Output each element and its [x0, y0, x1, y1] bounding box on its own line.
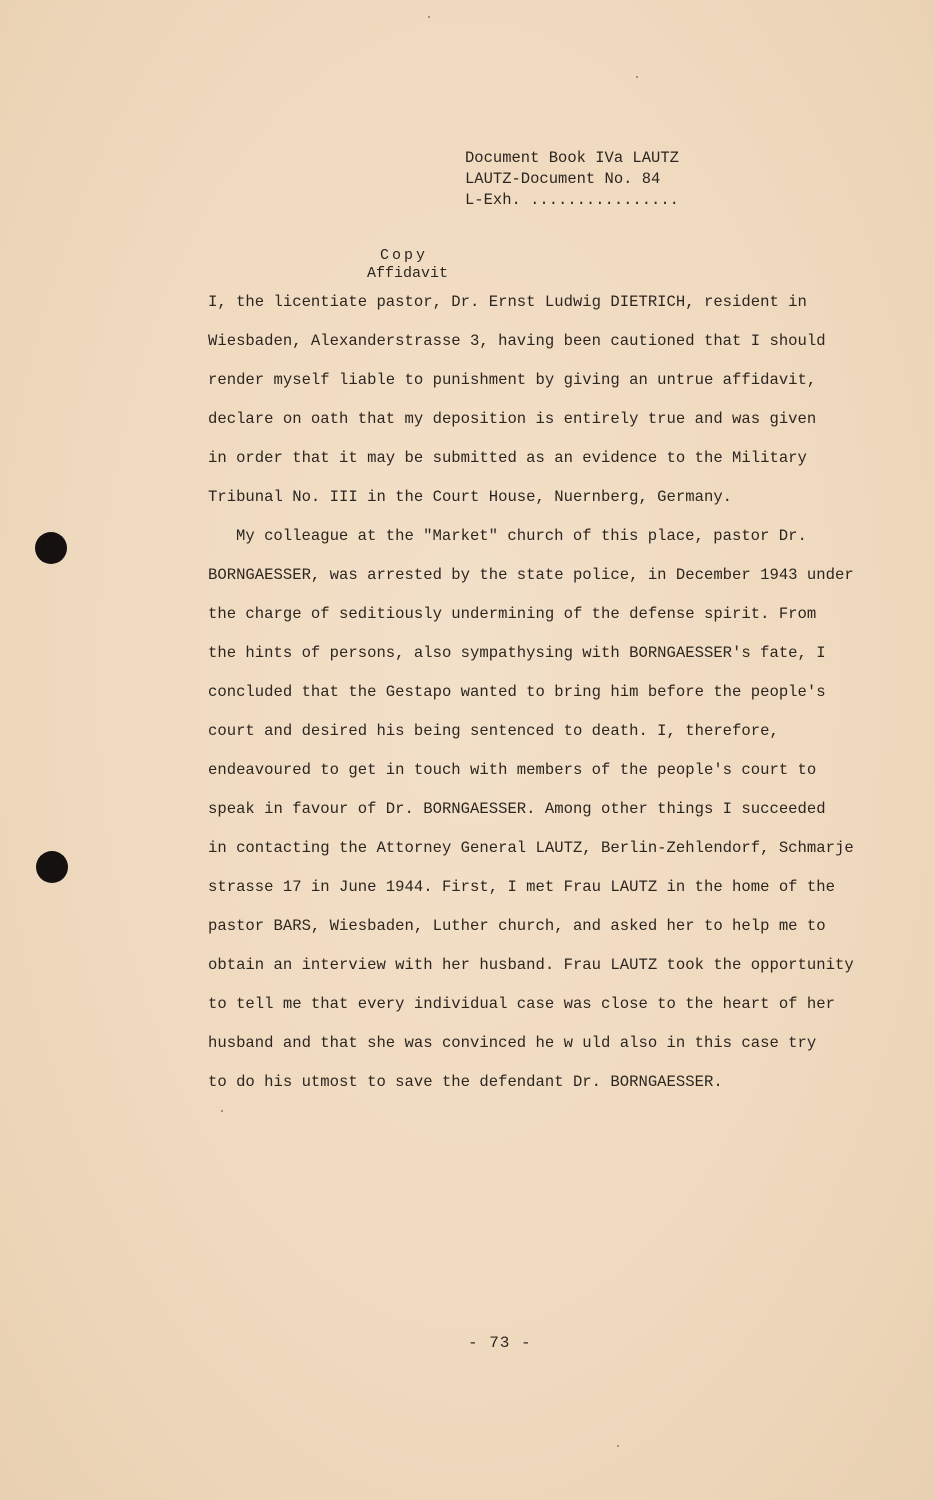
paper-speck [636, 76, 638, 78]
body-line: My colleague at the "Market" church of this place, pastor Dr. [236, 527, 807, 545]
body-line: pastor BARS, Wiesbaden, Luther church, and asked her to help me to [208, 917, 826, 935]
affidavit-body [208, 283, 888, 1102]
body-line: court and desired his being sentenced to death. I, therefore, [208, 722, 779, 740]
punch-hole-top [35, 532, 67, 564]
body-line: strasse 17 in June 1944. First, I met Frau LAUTZ in the home of the [208, 878, 835, 896]
paper-speck [617, 1445, 619, 1447]
body-line: in contacting the Attorney General LAUTZ, Berlin-Zehlendorf, Schmarje [208, 839, 854, 857]
paper-speck [428, 16, 430, 18]
body-line: obtain an interview with her husband. Frau LAUTZ took the opportunity [208, 956, 854, 974]
body-line: endeavoured to get in touch with members of the people's court to [208, 761, 817, 779]
body-line: husband and that she was convinced he w uld also in this case try [208, 1034, 817, 1052]
document-reference-header [465, 148, 679, 211]
punch-hole-bottom [36, 851, 68, 883]
page-number: - 73 - [468, 1334, 532, 1352]
body-line: the hints of persons, also sympathysing with BORNGAESSER's fate, I [208, 644, 826, 662]
body-line: Tribunal No. III in the Court House, Nuernberg, Germany. [208, 488, 733, 506]
body-line: Wiesbaden, Alexanderstrasse 3, having been cautioned that I should [208, 332, 826, 350]
body-line: I, the licentiate pastor, Dr. Ernst Ludwig DIETRICH, resident in [208, 293, 807, 311]
paper-speck [221, 1110, 223, 1112]
title-copy: Copy [380, 247, 429, 264]
body-line: declare on oath that my deposition is entirely true and was given [208, 410, 817, 428]
header-line-exhibit: L-Exh. ................ [465, 191, 679, 209]
body-line: render myself liable to punishment by giving an untrue affidavit, [208, 371, 817, 389]
body-line: speak in favour of Dr. BORNGAESSER. Among other things I succeeded [208, 800, 826, 818]
body-line: concluded that the Gestapo wanted to bring him before the people's [208, 683, 826, 701]
body-line: BORNGAESSER, was arrested by the state police, in December 1943 under [208, 566, 854, 584]
body-line: the charge of seditiously undermining of the defense spirit. From [208, 605, 817, 623]
title-affidavit: Affidavit [367, 265, 449, 282]
body-line: to tell me that every individual case was close to the heart of her [208, 995, 835, 1013]
header-line-document-number: LAUTZ-Document No. 84 [465, 170, 661, 188]
body-line: to do his utmost to save the defendant Dr. BORNGAESSER. [208, 1073, 723, 1091]
header-line-document-book: Document Book IVa LAUTZ [465, 149, 679, 167]
body-line: in order that it may be submitted as an evidence to the Military [208, 449, 807, 467]
